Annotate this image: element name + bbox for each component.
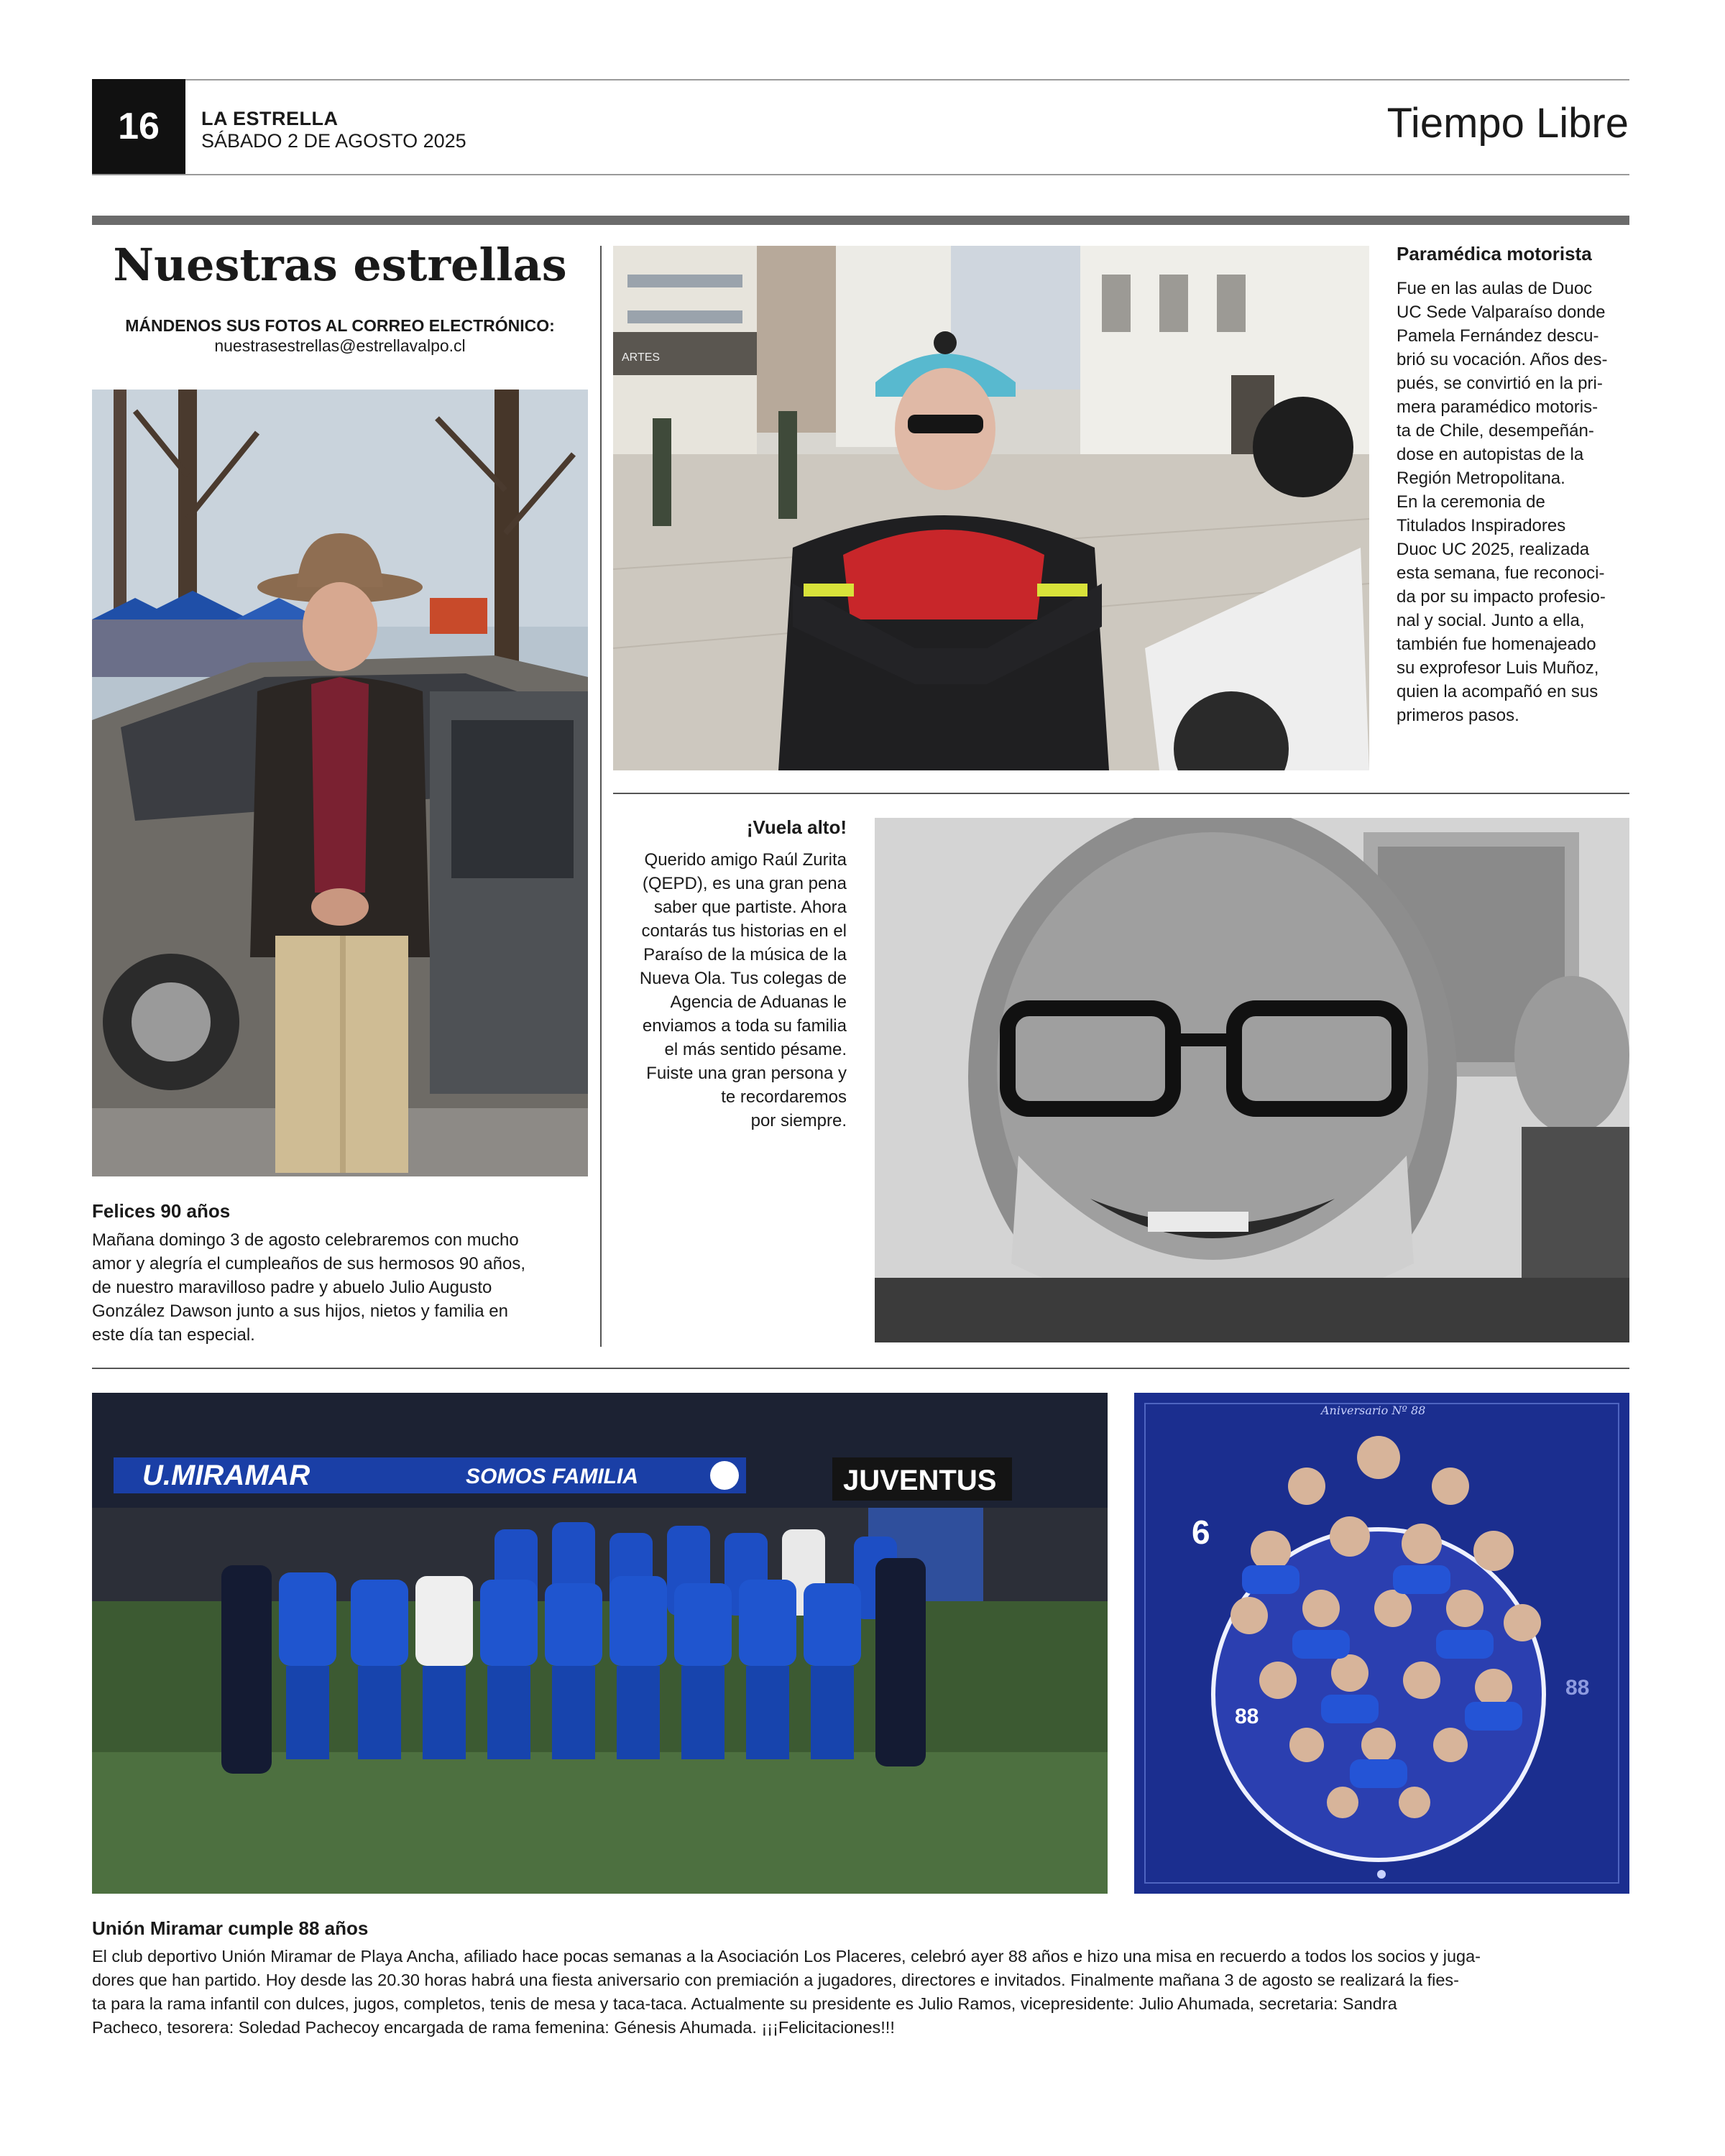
svg-text:88: 88 bbox=[1235, 1705, 1259, 1728]
svg-text:88: 88 bbox=[1565, 1676, 1590, 1700]
birthday-headline: Felices 90 años bbox=[92, 1200, 231, 1222]
anniversary-poster bbox=[1134, 1393, 1629, 1894]
paramedic-text: Fue en las aulas de Duoc UC Sede Valparaíso donde Pamela Fernández descu- brió su vocación. Años des- pués, se convirtió en la pri- mera paramédico motoris- ta de Chile, desempeñán- dose en autopistas de la Región Metropolitana. En la ceremonia de Titulados Inspiradores Duoc UC 2025, realizada esta semana, fue reconoci- da por su impacto profesio- nal y social. Junto a ella, también fue homenajeado su exprofesor Luis Muñoz, quien la acompañó en sus primeros pasos. bbox=[1397, 279, 1608, 725]
birthday-text: Mañana domingo 3 de agosto celebraremos con mucho amor y alegría el cumpleaños de sus hermosos 90 años, de nuestro maravilloso padre y abuelo Julio Augusto González Dawson junto a sus hijos, nietos y familia en este día tan especial. bbox=[92, 1230, 525, 1345]
svg-text:JUVENTUS: JUVENTUS bbox=[843, 1465, 997, 1496]
header-top-rule bbox=[92, 79, 1629, 80]
column-divider bbox=[600, 246, 602, 1347]
tribute-text: Querido amigo Raúl Zurita (QEPD), es una gran pena saber que partiste. Ahora contarás tus historias en el Paraíso de la música de la Nueva Ola. Tus colegas de Agencia de Aduanas le enviamos a toda su familia el más sentido pésame. Fuiste una gran persona y te recordaremos por siempre. bbox=[639, 850, 847, 1130]
row-divider bbox=[613, 793, 1629, 794]
club-headline: Unión Miramar cumple 88 años bbox=[92, 1917, 369, 1939]
page-number: 16 bbox=[92, 79, 185, 174]
paramedic-headline: Paramédica motorista bbox=[1397, 243, 1592, 264]
section-title: Tiempo Libre bbox=[1386, 100, 1629, 147]
submission-label: MÁNDENOS SUS FOTOS AL CORREO ELECTRÓNICO: bbox=[125, 316, 555, 335]
svg-text:Aniversario Nº 88: Aniversario Nº 88 bbox=[1321, 1404, 1426, 1417]
bottom-row-divider bbox=[92, 1368, 1629, 1369]
tribute-photo bbox=[875, 818, 1629, 1342]
header-bottom-rule bbox=[92, 174, 1629, 175]
issue-date: SÁBADO 2 DE AGOSTO 2025 bbox=[201, 130, 466, 152]
submission-email[interactable]: nuestrasestrellas@estrellavalpo.cl bbox=[214, 336, 466, 355]
section-divider bbox=[92, 216, 1629, 225]
club-text: El club deportivo Unión Miramar de Playa Ancha, afiliado hace pocas semanas a la Asociación Los Placeres, celebró ayer 88 años e hizo una misa en recuerdo a todos los socios y juga- dores que han partido. Hoy desde las 20.30 horas habrá una fiesta aniversario con premiación a jugadores, directores e invitados. Finalmente mañana 3 de agosto se realizará la fies- ta para la rama infantil con dulces, jugos, completos, tenis de mesa y taca-taca. Actualmente su presidente es Julio Ramos, vicepresidente: Julio Ahumada, secretaria: Sandra Pacheco, tesorera: Soledad Pachecoy encargada de rama femenina: Génesis Ahumada. ¡¡¡Felicitaciones!!! bbox=[92, 1947, 1481, 2037]
paramedic-photo bbox=[613, 246, 1369, 770]
svg-text:ARTES: ARTES bbox=[622, 351, 661, 364]
team-photo bbox=[92, 1393, 1108, 1894]
birthday-photo bbox=[92, 390, 588, 1176]
svg-text:U.MIRAMAR: U.MIRAMAR bbox=[142, 1460, 310, 1491]
tribute-headline: ¡Vuela alto! bbox=[746, 816, 847, 838]
svg-text:6: 6 bbox=[1192, 1514, 1210, 1551]
svg-text:SOMOS FAMILIA: SOMOS FAMILIA bbox=[466, 1465, 638, 1488]
column-title: Nuestras estrellas bbox=[113, 239, 567, 291]
newspaper-name: LA ESTRELLA bbox=[201, 108, 339, 129]
